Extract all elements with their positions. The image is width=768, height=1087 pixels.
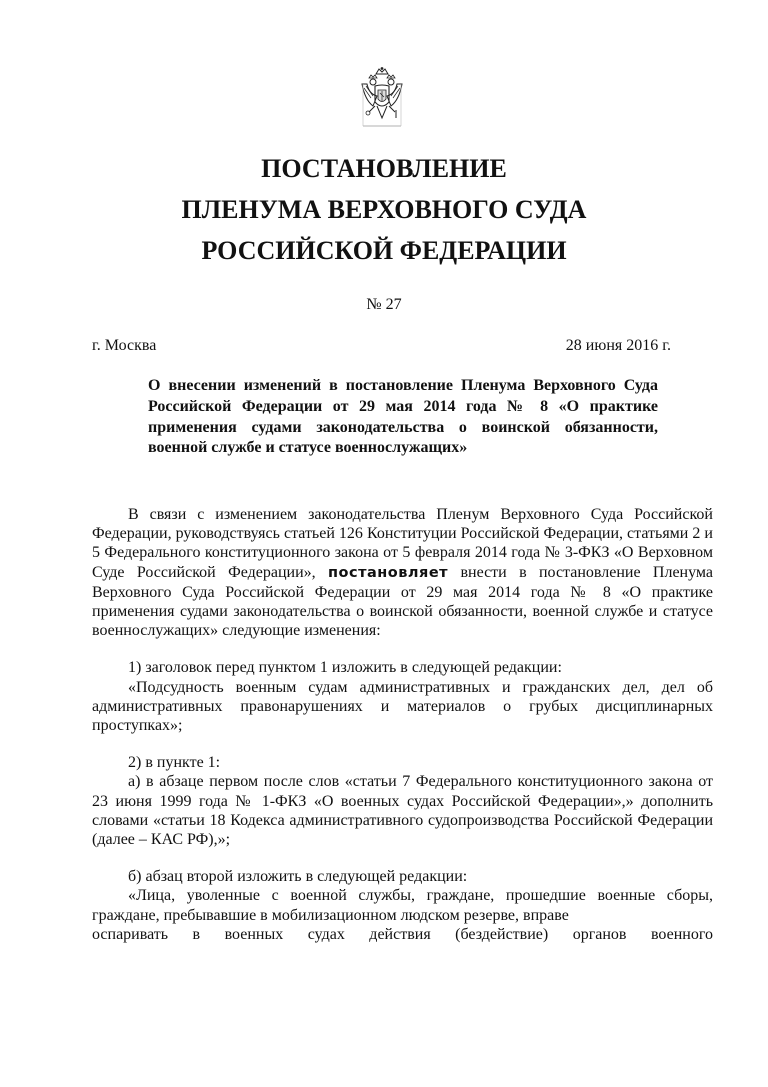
item-2a: а) в абзаце первом после слов «статьи 7 Федерального конституционного закона от 23 июня 1999 года № 1-ФКЗ «О военных судах Российской Федерации»,» дополнить словами «статьи 18 Кодекса административного судопроизводства Российской Федерации (далее – КАС РФ),»;: [92, 773, 713, 849]
intro-keyword: постановляет: [328, 564, 449, 581]
item-1: 1) заголовок перед пунктом 1 изложить в следующей редакции:: [128, 659, 562, 677]
title-line-3: РОССИЙСКОЙ ФЕДЕРАЦИИ: [201, 236, 567, 265]
item-2b-quote-start: «Лица, уволенные с военной службы, граждане, прошедшие военные сборы, граждане, пребывавшие в мобилизационном людском резерве, вправе: [92, 887, 713, 924]
document-city: г. Москва: [92, 337, 157, 354]
document-body: [92, 505, 713, 944]
item-1-quote: «Подсудность военным судам административных и гражданских дел, дел об административных правонарушениях и материалов о грубых дисциплинарных проступках»;: [92, 678, 713, 735]
document-title: [0, 148, 768, 271]
document-subject: [148, 376, 658, 459]
item-2: 2) в пункте 1:: [128, 754, 221, 772]
intro-end: внести в постановление Пленума Верховного Суда Российской Федерации от 29 мая 2014 года № 8 «О практике применения судами законодательства о воинской обязанности, военной службе и статусе военнослужащих» следующие изменения:: [92, 563, 714, 640]
item-2b: б) абзац второй изложить в следующей редакции:: [128, 868, 468, 886]
document-number: № 27: [366, 296, 402, 313]
title-line-1: ПОСТАНОВЛЕНИЕ: [261, 154, 507, 183]
intro-paragraph: [92, 505, 713, 640]
coat-of-arms-icon: [359, 66, 405, 132]
subject-text: О внесении изменений в постановление Пленума Верховного Суда Российской Федерации от 29 мая 2014 года № 8 «О практике применения судами законодательства о воинской обязанности, военной службе и статусе военнослужащих»: [148, 377, 658, 457]
item-2b-quote-end: оспаривать в военных судах действия (бездействие) органов военного: [92, 925, 713, 943]
document-date: 28 июня 2016 г.: [565, 337, 671, 354]
item-2b-quote: [92, 886, 713, 944]
intro-start: В связи с изменением законодательства Пленум Верховного Суда Российской Федерации, руководствуясь статьей 126 Конституции Российской Федерации, статьями 2 и 5 Федерального конституционного закона от 5 февраля 2014 года № 3-ФКЗ «О Верховном Суде Российской Федерации»,: [92, 506, 713, 581]
title-line-2: ПЛЕНУМА ВЕРХОВНОГО СУДА: [181, 195, 587, 224]
